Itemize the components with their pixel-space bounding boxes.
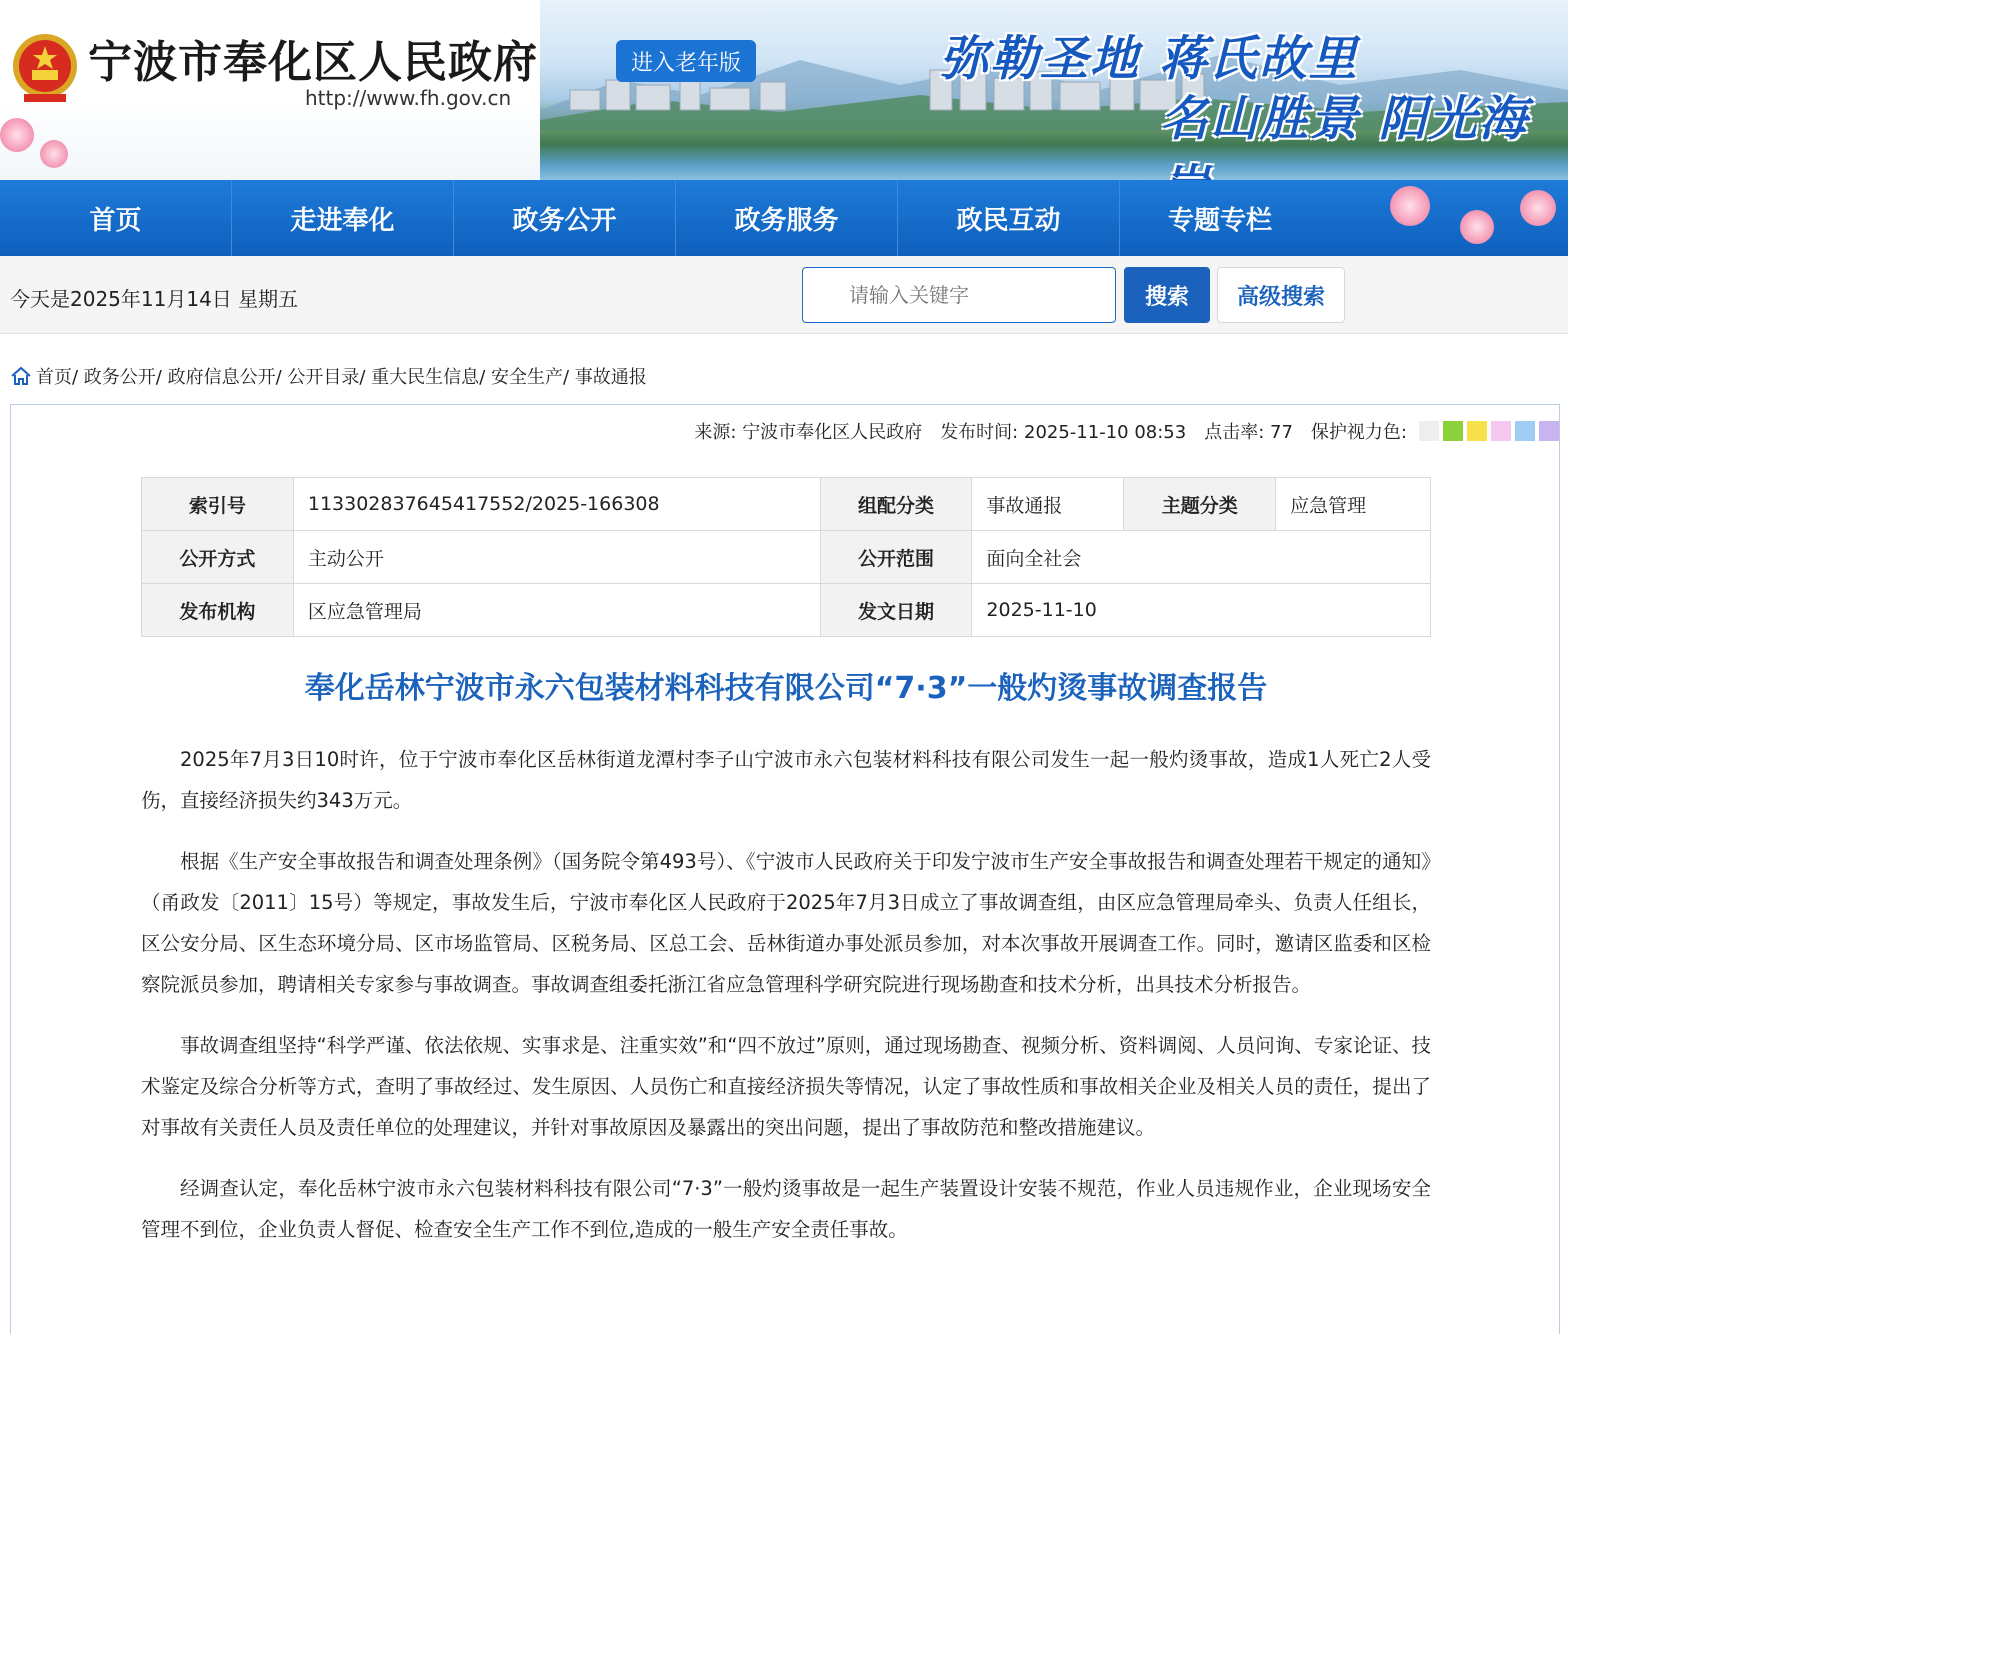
meta-source: 来源: 宁波市奉化区人民政府	[694, 422, 923, 443]
advanced-search-button[interactable]: 高级搜索	[1217, 267, 1345, 323]
info-value-issuer: 区应急管理局	[293, 584, 820, 637]
eye-color-label: 保护视力色:	[1310, 422, 1407, 443]
eye-color-swatch-purple[interactable]	[1539, 421, 1559, 441]
home-icon[interactable]	[10, 365, 32, 387]
article-paragraph: 事故调查组坚持“科学严谨、依法依规、实事求是、注重实效”和“四不放过”原则，通过现场勘查、视频分析、资料调阅、人员问询、专家论证、技术鉴定及综合分析等方式，查明了事故经过、发生原因、人员伤亡和直接经济损失等情况，认定了事故性质和事故相关企业及相关人员的责任，提出了对事故有关责任人员及责任单位的处理建议，并针对事故原因及暴露出的突出问题，提出了事故防范和整改措施建议。	[141, 1034, 1431, 1139]
nav-item-gov-services[interactable]: 政务服务	[676, 180, 898, 256]
date-search-bar	[0, 256, 1568, 334]
nav-item-about[interactable]: 走进奉化	[232, 180, 454, 256]
elder-mode-button[interactable]: 进入老年版	[616, 40, 756, 82]
nav-item-special[interactable]: 专题专栏	[1167, 205, 1272, 236]
info-label-index: 索引号	[142, 478, 294, 531]
article-body	[141, 739, 1431, 1270]
info-label-open-way: 公开方式	[142, 531, 294, 584]
eye-color-swatch-pink[interactable]	[1491, 421, 1511, 441]
nav-item-gov-affairs[interactable]: 政务公开	[454, 180, 676, 256]
table-row	[142, 584, 1431, 637]
article-meta	[694, 419, 1559, 443]
blossom-decoration	[1520, 190, 1556, 226]
blossom-decoration	[0, 118, 34, 152]
main-nav	[0, 180, 1568, 256]
table-row	[142, 531, 1431, 584]
breadcrumb-item-accident-report[interactable]: / 事故通报	[562, 367, 647, 388]
blossom-decoration	[1390, 186, 1430, 226]
info-value-doc-date: 2025-11-10	[972, 584, 1431, 637]
breadcrumb-item-home[interactable]: 首页	[36, 367, 72, 388]
breadcrumb-item-livelihood[interactable]: / 重大民生信息	[359, 367, 480, 388]
article-paragraph: 经调查认定，奉化岳林宁波市永六包装材料科技有限公司“7·3”一般灼烫事故是一起生产装置设计安装不规范，作业人员违规作业，企业现场安全管理不到位，企业负责人督促、检查安全生产工作不到位,造成的一般生产安全责任事故。	[141, 1177, 1431, 1241]
eye-color-swatch-green[interactable]	[1443, 421, 1463, 441]
table-row	[142, 478, 1431, 531]
blossom-decoration	[1460, 210, 1494, 244]
today-date: 今天是2025年11月14日 星期五	[10, 287, 299, 311]
article-paragraph: 根据《生产安全事故报告和调查处理条例》（国务院令第493号）、《宁波市人民政府关于印发宁波市生产安全事故报告和调查处理若干规定的通知》（甬政发〔2011〕15号）等规定，事故发生后，宁波市奉化区人民政府于2025年7月3日成立了事故调查组，由区应急管理局牵头、负责人任组长，区公安分局、区生态环境分局、区市场监管局、区税务局、区总工会、岳林街道办事处派员参加，对本次事故开展调查工作。同时，邀请区监委和区检察院派员参加，聘请相关专家参与事故调查。事故调查组委托浙江省应急管理科学研究院进行现场勘查和技术分析，出具技术分析报告。	[141, 850, 1431, 996]
nav-item-home[interactable]: 首页	[0, 180, 232, 256]
info-value-index: 113302837645417552/2025-166308	[293, 478, 820, 531]
info-label-open-scope: 公开范围	[820, 531, 972, 584]
national-emblem-icon	[10, 30, 80, 110]
article-title: 奉化岳林宁波市永六包装材料科技有限公司“7·3”一般灼烫事故调查报告	[304, 671, 1268, 706]
info-label-topic: 主题分类	[1124, 478, 1276, 531]
slogan-line-1: 弥勒圣地 蒋氏故里	[940, 31, 1359, 87]
info-label-doc-date: 发文日期	[820, 584, 972, 637]
eye-color-swatch-blue[interactable]	[1515, 421, 1535, 441]
meta-clicks: 点击率: 77	[1204, 422, 1293, 443]
site-title[interactable]: 宁波市奉化区人民政府	[88, 37, 538, 88]
info-value-org-category: 事故通报	[972, 478, 1124, 531]
eye-color-swatch-yellow[interactable]	[1467, 421, 1487, 441]
site-url[interactable]: http://www.fh.gov.cn	[305, 86, 512, 110]
slogan-line-2: 名山胜景 阳光海	[1160, 91, 1529, 147]
eye-color-swatch-gray[interactable]	[1419, 421, 1439, 441]
info-value-open-way: 主动公开	[293, 531, 820, 584]
header-banner	[0, 0, 1568, 180]
meta-publish-time: 发布时间: 2025-11-10 08:53	[940, 422, 1187, 443]
info-value-open-scope: 面向全社会	[972, 531, 1431, 584]
nav-item-interaction[interactable]: 政民互动	[898, 180, 1120, 256]
breadcrumb-item-safety[interactable]: / 安全生产	[479, 367, 563, 388]
info-label-org-category: 组配分类	[820, 478, 972, 531]
info-label-issuer: 发布机构	[142, 584, 294, 637]
search-input[interactable]	[802, 267, 1116, 323]
breadcrumb-item-gov-affairs[interactable]: / 政务公开	[72, 367, 156, 388]
breadcrumb-item-catalog[interactable]: / 公开目录	[275, 367, 360, 388]
info-value-topic: 应急管理	[1276, 478, 1431, 531]
document-info-table	[141, 477, 1431, 637]
breadcrumb-item-info-disclosure[interactable]: / 政府信息公开	[155, 367, 276, 388]
search-button[interactable]: 搜索	[1124, 267, 1210, 323]
blossom-decoration	[40, 140, 68, 168]
article-container	[10, 404, 1560, 1334]
article-paragraph: 2025年7月3日10时许，位于宁波市奉化区岳林街道龙潭村李子山宁波市永六包装材料科技有限公司发生一起一般灼烫事故，造成1人死亡2人受伤，直接经济损失约343万元。	[141, 748, 1431, 812]
breadcrumb	[10, 363, 647, 389]
